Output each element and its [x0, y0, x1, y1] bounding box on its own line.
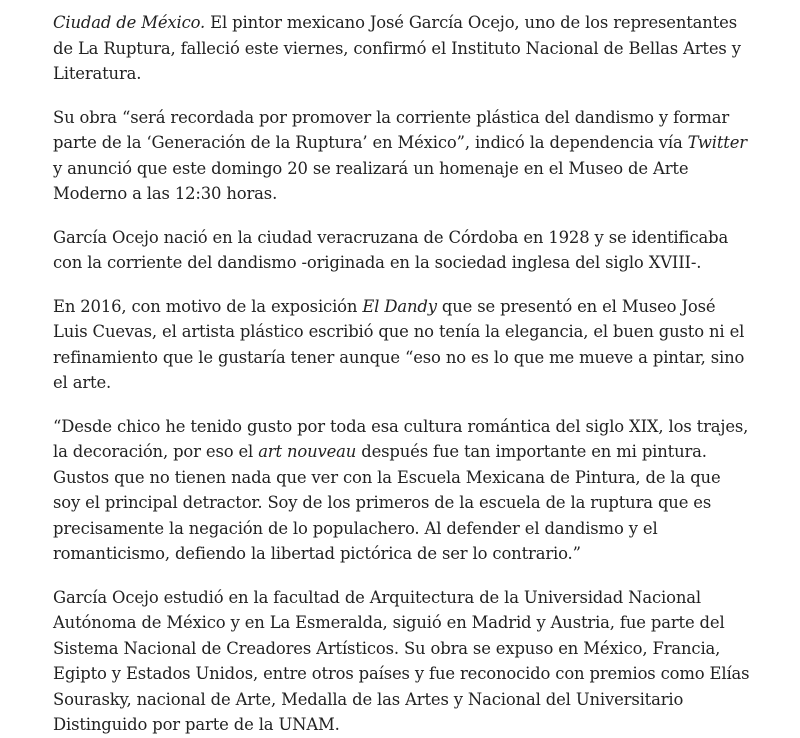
paragraph-3-text: García Ocejo nació en la ciudad veracruzana de Córdoba en 1928 y se identificaba con la corriente del dandismo -originada en la sociedad inglesa del siglo XVIII-. [53, 227, 729, 272]
paragraph-2-text-b: y anunció que este domingo 20 se realizará un homenaje en el Museo de Arte Moderno a las 12:30 horas. [53, 158, 689, 203]
paragraph-5 [53, 414, 752, 567]
dateline: Ciudad de México. [53, 13, 206, 32]
art-nouveau-term: art nouveau [258, 442, 357, 461]
paragraph-5-text-a: “Desde chico he tenido gusto por toda esa cultura romántica del siglo XIX, los trajes, la decoración, por eso el [53, 416, 749, 461]
paragraph-4 [53, 294, 752, 396]
twitter-mention: Twitter [687, 133, 747, 152]
paragraph-4-text-b: que se presentó en el Museo José Luis Cuevas, el artista plástico escribió que no tenía la elegancia, el buen gusto ni el refinamiento que le gustaría tener aunque “eso no es lo que me mueve a pintar, sino el arte. [53, 296, 745, 392]
paragraph-3 [53, 225, 752, 276]
paragraph-1-text: El pintor mexicano José García Ocejo, uno de los representantes de La Ruptura, falleció este viernes, confirmó el Instituto Nacional de Bellas Artes y Literatura. [53, 13, 741, 83]
paragraph-1 [53, 10, 752, 87]
exhibition-title: El Dandy [362, 296, 437, 316]
paragraph-2-text-a: Su obra “será recordada por promover la corriente plástica del dandismo y formar parte de la ‘Generación de la Ruptura’ en México”, indicó la dependencia vía [53, 107, 730, 152]
paragraph-5-text-b: después fue tan importante en mi pintura. Gustos que no tienen nada que ver con la Escuela Mexicana de Pintura, de la que soy el principal detractor. Soy de los primeros de la escuela de la ruptura que es precisamente la negación de lo populachero. Al defender el dandismo y el romanticismo, defiendo la libertad pictórica de ser lo contrario.” [53, 442, 721, 563]
paragraph-6 [53, 585, 752, 738]
paragraph-2 [53, 105, 752, 207]
paragraph-4-text-a: En 2016, con motivo de la exposición [53, 296, 363, 316]
paragraph-6-text: García Ocejo estudió en la facultad de Arquitectura de la Universidad Nacional Autónoma de México y en La Esmeralda, siguió en Madrid y Austria, fue parte del Sistema Nacional de Creadores Artísticos. Su obra se expuso en México, Francia, Egipto y Estados Unidos, entre otros países y fue reconocido con premios como Elías Sourasky, nacional de Arte, Medalla de las Artes y Nacional del Universitario Distinguido por parte de la UNAM. [53, 587, 750, 734]
